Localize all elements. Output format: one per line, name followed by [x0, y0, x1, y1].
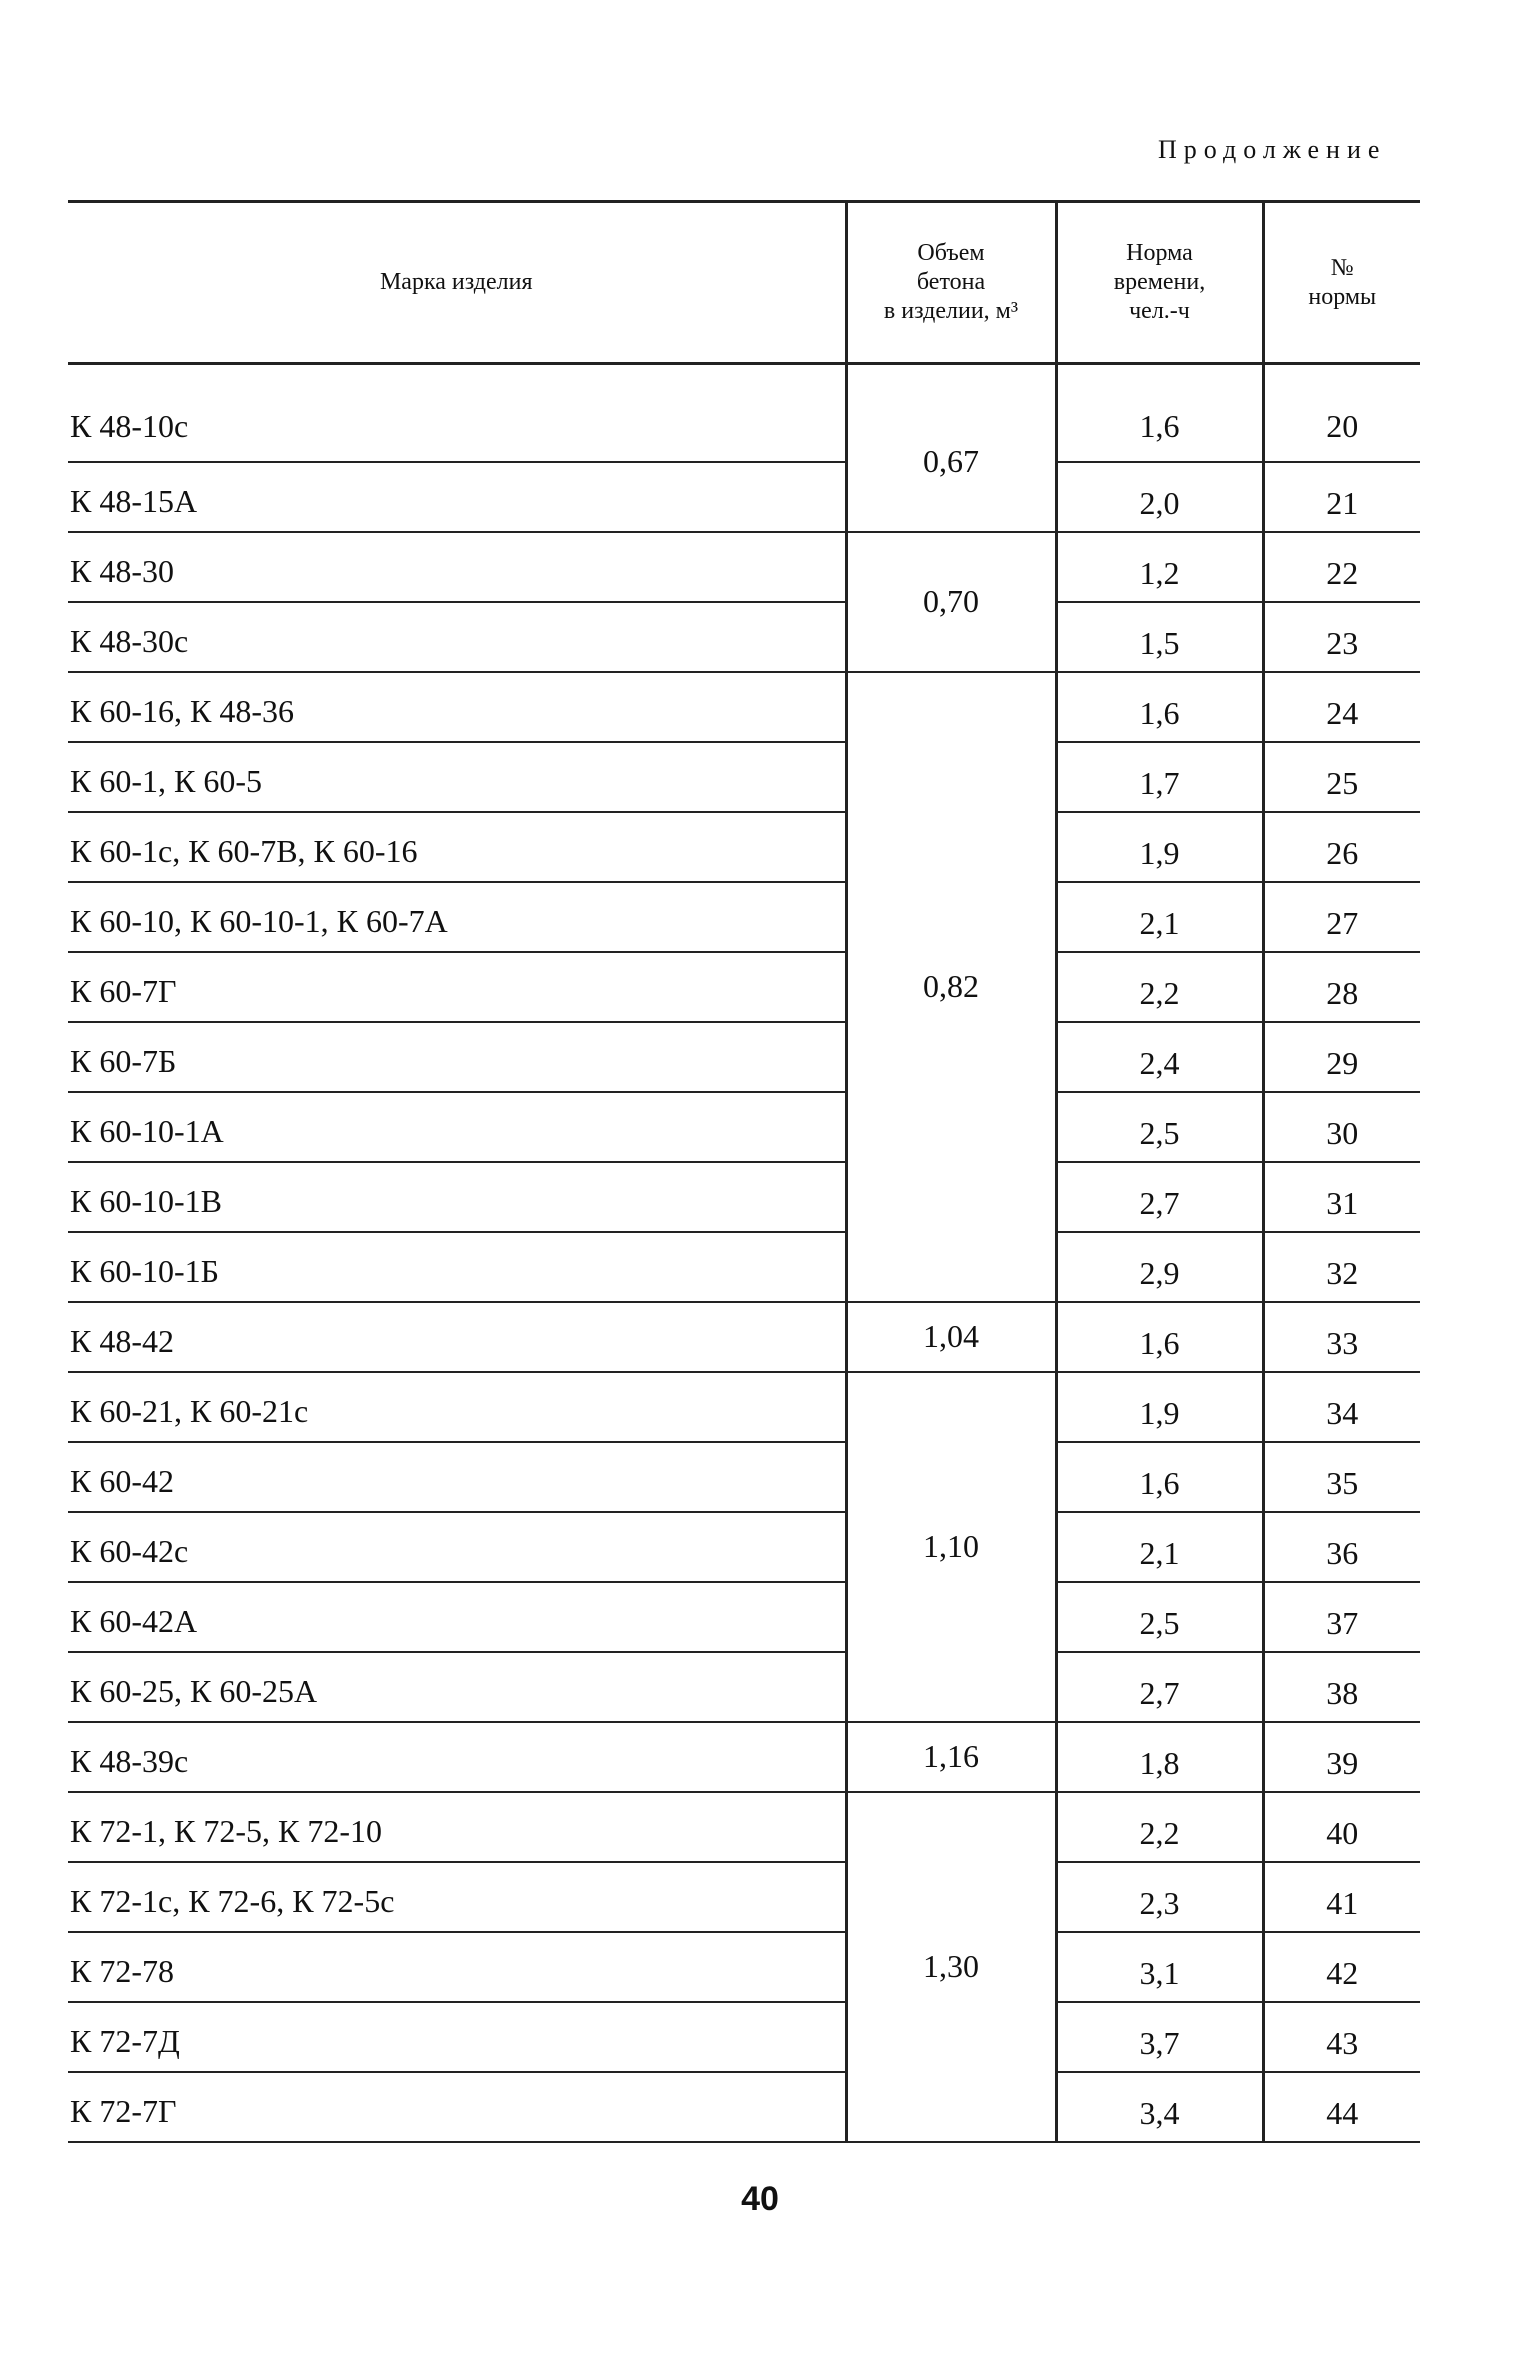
table-row: [68, 1652, 1420, 1722]
row-num: 31: [1263, 1162, 1420, 1232]
row-mark: К 60-10-1А: [68, 1092, 846, 1162]
table-row: [68, 1512, 1420, 1582]
table-row: [68, 1022, 1420, 1092]
row-norm: 3,4: [1056, 2072, 1263, 2142]
row-mark: К 72-78: [68, 1932, 846, 2002]
header-volume: Объем бетона в изделии, м³: [846, 202, 1056, 364]
table-row: [68, 1302, 1420, 1372]
table-row: [68, 952, 1420, 1022]
header-mark: Марка изделия: [68, 202, 846, 364]
row-num: 22: [1263, 532, 1420, 602]
row-mark: К 60-1, К 60-5: [68, 742, 846, 812]
row-mark: К 48-39с: [68, 1722, 846, 1792]
table-row: [68, 1722, 1420, 1792]
row-mark: К 48-10с: [68, 364, 846, 462]
table-row: [68, 742, 1420, 812]
row-num: 37: [1263, 1582, 1420, 1652]
row-norm: 1,5: [1056, 602, 1263, 672]
table-row: [68, 2002, 1420, 2072]
row-volume: 1,16: [846, 1722, 1056, 1792]
row-mark: К 60-42с: [68, 1512, 846, 1582]
row-norm: 1,2: [1056, 532, 1263, 602]
table-row: [68, 1162, 1420, 1232]
row-norm: 2,1: [1056, 1512, 1263, 1582]
row-norm: 2,3: [1056, 1862, 1263, 1932]
row-num: 38: [1263, 1652, 1420, 1722]
row-num: 24: [1263, 672, 1420, 742]
table-row: [68, 602, 1420, 672]
row-norm: 2,2: [1056, 952, 1263, 1022]
row-norm: 2,5: [1056, 1582, 1263, 1652]
row-norm: 2,5: [1056, 1092, 1263, 1162]
row-num: 43: [1263, 2002, 1420, 2072]
row-volume: 1,04: [846, 1302, 1056, 1372]
row-norm: 1,7: [1056, 742, 1263, 812]
table-row: [68, 462, 1420, 532]
row-volume: 0,67: [846, 364, 1056, 532]
row-norm: 2,7: [1056, 1162, 1263, 1232]
row-mark: К 60-7Г: [68, 952, 846, 1022]
row-mark: К 72-7Г: [68, 2072, 846, 2142]
row-num: 41: [1263, 1862, 1420, 1932]
row-mark: К 48-15А: [68, 462, 846, 532]
row-mark: К 60-42А: [68, 1582, 846, 1652]
row-num: 40: [1263, 1792, 1420, 1862]
row-norm: 1,6: [1056, 364, 1263, 462]
table-row: [68, 1792, 1420, 1862]
row-volume: 1,10: [846, 1372, 1056, 1722]
row-norm: 1,6: [1056, 1442, 1263, 1512]
row-mark: К 48-30с: [68, 602, 846, 672]
row-norm: 2,9: [1056, 1232, 1263, 1302]
table-row: [68, 1092, 1420, 1162]
row-mark: К 60-1с, К 60-7В, К 60-16: [68, 812, 846, 882]
row-num: 44: [1263, 2072, 1420, 2142]
row-mark: К 72-1с, К 72-6, К 72-5с: [68, 1862, 846, 1932]
norms-table-wrapper: [68, 200, 1420, 2143]
row-num: 26: [1263, 812, 1420, 882]
table-row: [68, 1442, 1420, 1512]
table-row: [68, 672, 1420, 742]
row-mark: К 60-7Б: [68, 1022, 846, 1092]
row-norm: 1,9: [1056, 812, 1263, 882]
row-num: 29: [1263, 1022, 1420, 1092]
row-mark: К 60-25, К 60-25А: [68, 1652, 846, 1722]
row-num: 25: [1263, 742, 1420, 812]
page-number: 40: [741, 2180, 779, 2218]
table-row: [68, 1862, 1420, 1932]
row-norm: 1,6: [1056, 672, 1263, 742]
row-norm: 3,1: [1056, 1932, 1263, 2002]
row-num: 32: [1263, 1232, 1420, 1302]
row-norm: 2,7: [1056, 1652, 1263, 1722]
row-mark: К 60-21, К 60-21с: [68, 1372, 846, 1442]
row-num: 23: [1263, 602, 1420, 672]
row-norm: 1,6: [1056, 1302, 1263, 1372]
table-row: [68, 1372, 1420, 1442]
row-norm: 3,7: [1056, 2002, 1263, 2072]
row-num: 28: [1263, 952, 1420, 1022]
row-mark: К 60-10-1Б: [68, 1232, 846, 1302]
row-mark: К 60-10-1В: [68, 1162, 846, 1232]
table-row: [68, 532, 1420, 602]
row-norm: 2,2: [1056, 1792, 1263, 1862]
continuation-label: Продолжение: [1158, 135, 1387, 164]
row-mark: К 60-42: [68, 1442, 846, 1512]
row-mark: К 60-10, К 60-10-1, К 60-7А: [68, 882, 846, 952]
row-num: 35: [1263, 1442, 1420, 1512]
table-row: [68, 1232, 1420, 1302]
row-volume: 0,70: [846, 532, 1056, 672]
row-num: 27: [1263, 882, 1420, 952]
table-row: [68, 882, 1420, 952]
header-norm: Норма времени, чел.-ч: [1056, 202, 1263, 364]
table-row: [68, 1582, 1420, 1652]
table-header-row: [68, 202, 1420, 364]
row-mark: К 48-30: [68, 532, 846, 602]
row-volume: 0,82: [846, 672, 1056, 1302]
norms-table: [68, 200, 1420, 2143]
row-mark: К 60-16, К 48-36: [68, 672, 846, 742]
row-mark: К 72-1, К 72-5, К 72-10: [68, 1792, 846, 1862]
row-num: 20: [1263, 364, 1420, 462]
row-norm: 2,1: [1056, 882, 1263, 952]
table-row: [68, 2072, 1420, 2142]
row-num: 42: [1263, 1932, 1420, 2002]
row-num: 39: [1263, 1722, 1420, 1792]
row-norm: 2,4: [1056, 1022, 1263, 1092]
table-row: [68, 364, 1420, 462]
table-row: [68, 812, 1420, 882]
row-num: 30: [1263, 1092, 1420, 1162]
row-norm: 1,9: [1056, 1372, 1263, 1442]
row-norm: 1,8: [1056, 1722, 1263, 1792]
row-num: 34: [1263, 1372, 1420, 1442]
row-mark: К 72-7Д: [68, 2002, 846, 2072]
row-volume: 1,30: [846, 1792, 1056, 2142]
row-num: 21: [1263, 462, 1420, 532]
header-num: № нормы: [1263, 202, 1420, 364]
row-num: 36: [1263, 1512, 1420, 1582]
row-norm: 2,0: [1056, 462, 1263, 532]
table-body: [68, 364, 1420, 2142]
table-row: [68, 1932, 1420, 2002]
row-mark: К 48-42: [68, 1302, 846, 1372]
row-num: 33: [1263, 1302, 1420, 1372]
